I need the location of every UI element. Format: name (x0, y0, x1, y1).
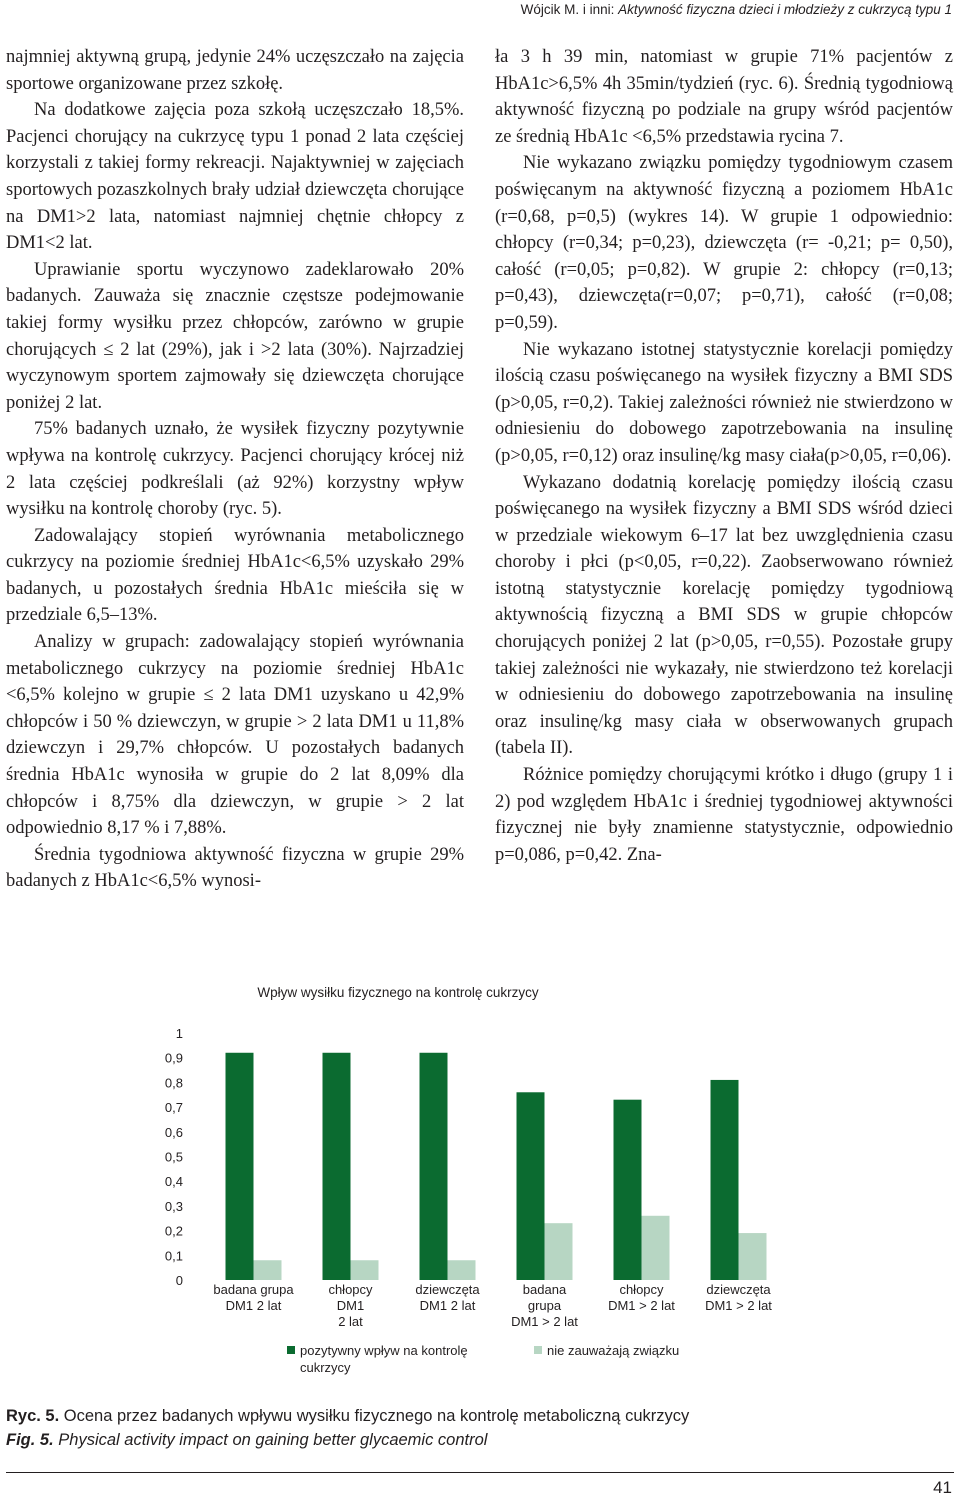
y-tick-label: 0,7 (164, 1100, 183, 1116)
y-tick-label: 0,2 (164, 1223, 183, 1239)
caption-label: Ryc. 5. (6, 1407, 60, 1425)
bar-positive (711, 1080, 739, 1280)
page-number: 41 (933, 1478, 952, 1497)
paragraph: Różnice pomiędzy chorującymi krótko i długo (grupy 1 i 2) pod względem HbA1c i średniej tygodniowej aktywności fizycznej nie były znamienne statystycznie, odpowiednio p=0,086, p=0,42. Zna- (495, 765, 953, 865)
bar-positive (226, 1053, 254, 1280)
running-header (521, 2, 952, 17)
bar-no-relation (254, 1260, 282, 1280)
legend-swatch-positive (287, 1346, 295, 1354)
bar-no-relation (545, 1223, 573, 1280)
x-category-label: dziewczęta (415, 1282, 480, 1297)
paragraph: Na dodatkowe zajęcia poza szkołą uczęszczało 18,5%. Pacjenci chorujący na cukrzycę typu 1 ponad 2 lata częściej korzystali z takiej formy rekreacji. Najaktywniej w zajęciach sportowych pozaszkolnych brały udział dziewczęta chorujące na DM1>2 lata, natomiast najmniej chętnie chłopcy z DM1<2 lat. (6, 100, 464, 254)
bar-chart (0, 975, 960, 1375)
paragraph: ła 3 h 39 min, natomiast w grupie 71% pacjentów z HbA1c>6,5% 4h 35min/tydzień (ryc. 6). Średnią tygodniową aktywność fizyczną po podziale na grupy wśród pacjentów ze średnią HbA1c <6,5% przedstawia rycina 7. (495, 47, 953, 147)
y-tick-label: 0,4 (164, 1174, 183, 1190)
bar-positive (517, 1092, 545, 1280)
figure-caption (6, 1404, 689, 1452)
caption-english (6, 1428, 689, 1452)
header-title: Aktywność fizyczna dzieci i młodzieży z cukrzycą typu 1 (618, 2, 952, 17)
bar-positive (420, 1053, 448, 1280)
bar-no-relation (448, 1260, 476, 1280)
x-category-label: badana (522, 1282, 567, 1297)
x-category-label: badana grupa (213, 1282, 294, 1297)
figure-5 (0, 975, 960, 1375)
y-tick-label: 0,5 (164, 1149, 183, 1165)
paragraph: Zadowalający stopień wyrównania metabolicznego cukrzycy na poziomie średniej HbA1c<6,5% uzyskało 29% badanych, u pozostałych średnia HbA1c mieściła się w przedziale 6,5–13%. (6, 525, 464, 626)
bars (226, 1053, 767, 1280)
x-category-label: DM1 > 2 lat (608, 1298, 675, 1313)
x-category-label: chłopcy (619, 1282, 664, 1297)
x-axis-labels (213, 1282, 772, 1329)
caption-polish (6, 1404, 689, 1428)
legend-label-no-relation: nie zauważają związku (547, 1343, 680, 1358)
y-tick-label: 0,6 (164, 1124, 183, 1140)
paragraph: Średnia tygodniowa aktywność fizyczna w grupie 29% badanych z HbA1c<6,5% wynosi- (6, 844, 464, 892)
left-text-column (6, 44, 464, 895)
header-authors: Wójcik M. i inni: (520, 2, 619, 17)
paragraph: Nie wykazano związku pomiędzy tygodniowym czasem poświęcanym na aktywność fizyczną a poziomem HbA1c (r=0,68, p=0,5) (wykres 14). W grupie 1 odpowiednio: chłopcy (r=0,34; p=0,23), dziewczęta (r= -0,21; p= 0,50), całość (r=0,05; p=0,82). W grupie 2: chłopcy (r=0,13; p=0,43), dziewczęta(r=0,07; p=0,71), całość (r=0,08; p=0,59). (495, 153, 953, 333)
x-category-label: DM1 2 lat (225, 1298, 282, 1313)
y-tick-label: 0,3 (164, 1198, 183, 1214)
legend-swatch-no-relation (534, 1346, 542, 1354)
y-tick-label: 0,1 (164, 1248, 183, 1264)
y-tick-label: 0 (175, 1273, 183, 1288)
x-category-label: DM1 > 2 lat (511, 1314, 578, 1329)
y-axis-ticks (165, 1026, 183, 1288)
caption-text-en: Physical activity impact on gaining better glycaemic control (53, 1431, 488, 1449)
chart-title: Wpływ wysiłku fizycznego na kontrolę cukrzycy (257, 985, 539, 1000)
x-category-label: chłopcy (328, 1282, 373, 1297)
x-category-label: DM1 > 2 lat (705, 1298, 772, 1313)
bar-no-relation (351, 1260, 379, 1280)
x-category-label: dziewczęta (706, 1282, 771, 1297)
y-tick-label: 0,8 (164, 1075, 183, 1091)
paragraph: Nie wykazano istotnej statystycznie korelacji pomiędzy ilością czasu poświęcanego na wysiłek fizyczny a BMI SDS (p>0,05, r=0,2). Takiej zależności również nie stwierdzono w odniesieniu do dobowego zapotrzebowania na insulinę (p>0,05, r=0,12) oraz insulinę/kg masy ciała(p>0,05, r=0,06). (495, 339, 953, 466)
bar-no-relation (739, 1233, 767, 1280)
x-category-label: DM1 2 lat (419, 1298, 476, 1313)
x-category-label: DM1 (336, 1298, 365, 1313)
footer-rule (6, 1472, 954, 1473)
paragraph: 75% badanych uznało, że wysiłek fizyczny pozytywnie wpływa na kontrolę cukrzycy. Pacjenci chorujący krócej niż 2 lata częściej podkreślali (aż 92%) korzystny wpływ wysiłku na kontrolę choroby (ryc. 5). (6, 419, 464, 520)
bar-positive (323, 1053, 351, 1280)
caption-text: Ocena przez badanych wpływu wysiłku fizycznego na kontrolę metaboliczną cukrzycy (59, 1407, 690, 1425)
legend (287, 1343, 679, 1375)
bar-no-relation (642, 1216, 670, 1280)
caption-label-en: Fig. 5. (6, 1431, 54, 1449)
legend-label-positive: pozytywny wpływ na kontrolę cukrzycy (300, 1343, 468, 1375)
x-category-label: grupa (527, 1298, 562, 1313)
bar-positive (614, 1100, 642, 1280)
y-tick-label: 0,9 (164, 1050, 183, 1066)
paragraph: Analizy w grupach: zadowalający stopień wyrównania metabolicznego cukrzycy na poziomie średniej HbA1c <6,5% kolejno w grupie ≤ 2 lata DM1 uzyskano u 42,9% chłopców i 50 % dziewczyn, w grupie > 2 lata DM1 u 11,8% dziewczyn i 29,7% chłopców. U pozostałych badanych średnia HbA1c wynosiła w grupie do 2 lat 8,09% dla chłopców i 8,75% dla dziewczyn, w grupie > 2 lat odpowiednio 8,17 % i 7,88%. (6, 632, 464, 839)
right-text-column (495, 44, 953, 868)
paragraph: Uprawianie sportu wyczynowo zadeklarowało 20% badanych. Zauważa się znacznie częstsze podejmowanie takiej formy wysiłku przez chłopców, zarówno w grupie chorujących ≤ 2 lat (29%), jak i >2 lata (30%). Najrzadziej wyczynowym sportem zajmowały się dziewczęta chorujące poniżej 2 lat. (6, 259, 464, 413)
paragraph: najmniej aktywną grupą, jedynie 24% uczęszczało na zajęcia sportowe organizowane przez szkołę. (6, 47, 464, 94)
x-category-label: 2 lat (338, 1314, 363, 1329)
y-tick-label: 1 (175, 1026, 183, 1041)
paragraph: Wykazano dodatnią korelację pomiędzy ilością czasu poświęcanego na wysiłek fizyczny a BMI SDS wśród dzieci w przedziale wiekowym 6–17 lat bez uwzględnienia czasu choroby i płci (p<0,05, r=0,22). Zaobserwowano również istotną statystycznie korelację pomiędzy tygodniową aktywnością fizyczną a BMI SDS w grupie chłopców chorujących poniżej 2 lat (p>0,05, r=0,55). Pozostałe grupy takiej zależności nie wykazały, nie stwierdzono też korelacji w odniesieniu do dobowego zapotrzebowania na insulinę oraz insulinę/kg masy ciała w obserwowanych grupach (tabela II). (495, 472, 953, 759)
